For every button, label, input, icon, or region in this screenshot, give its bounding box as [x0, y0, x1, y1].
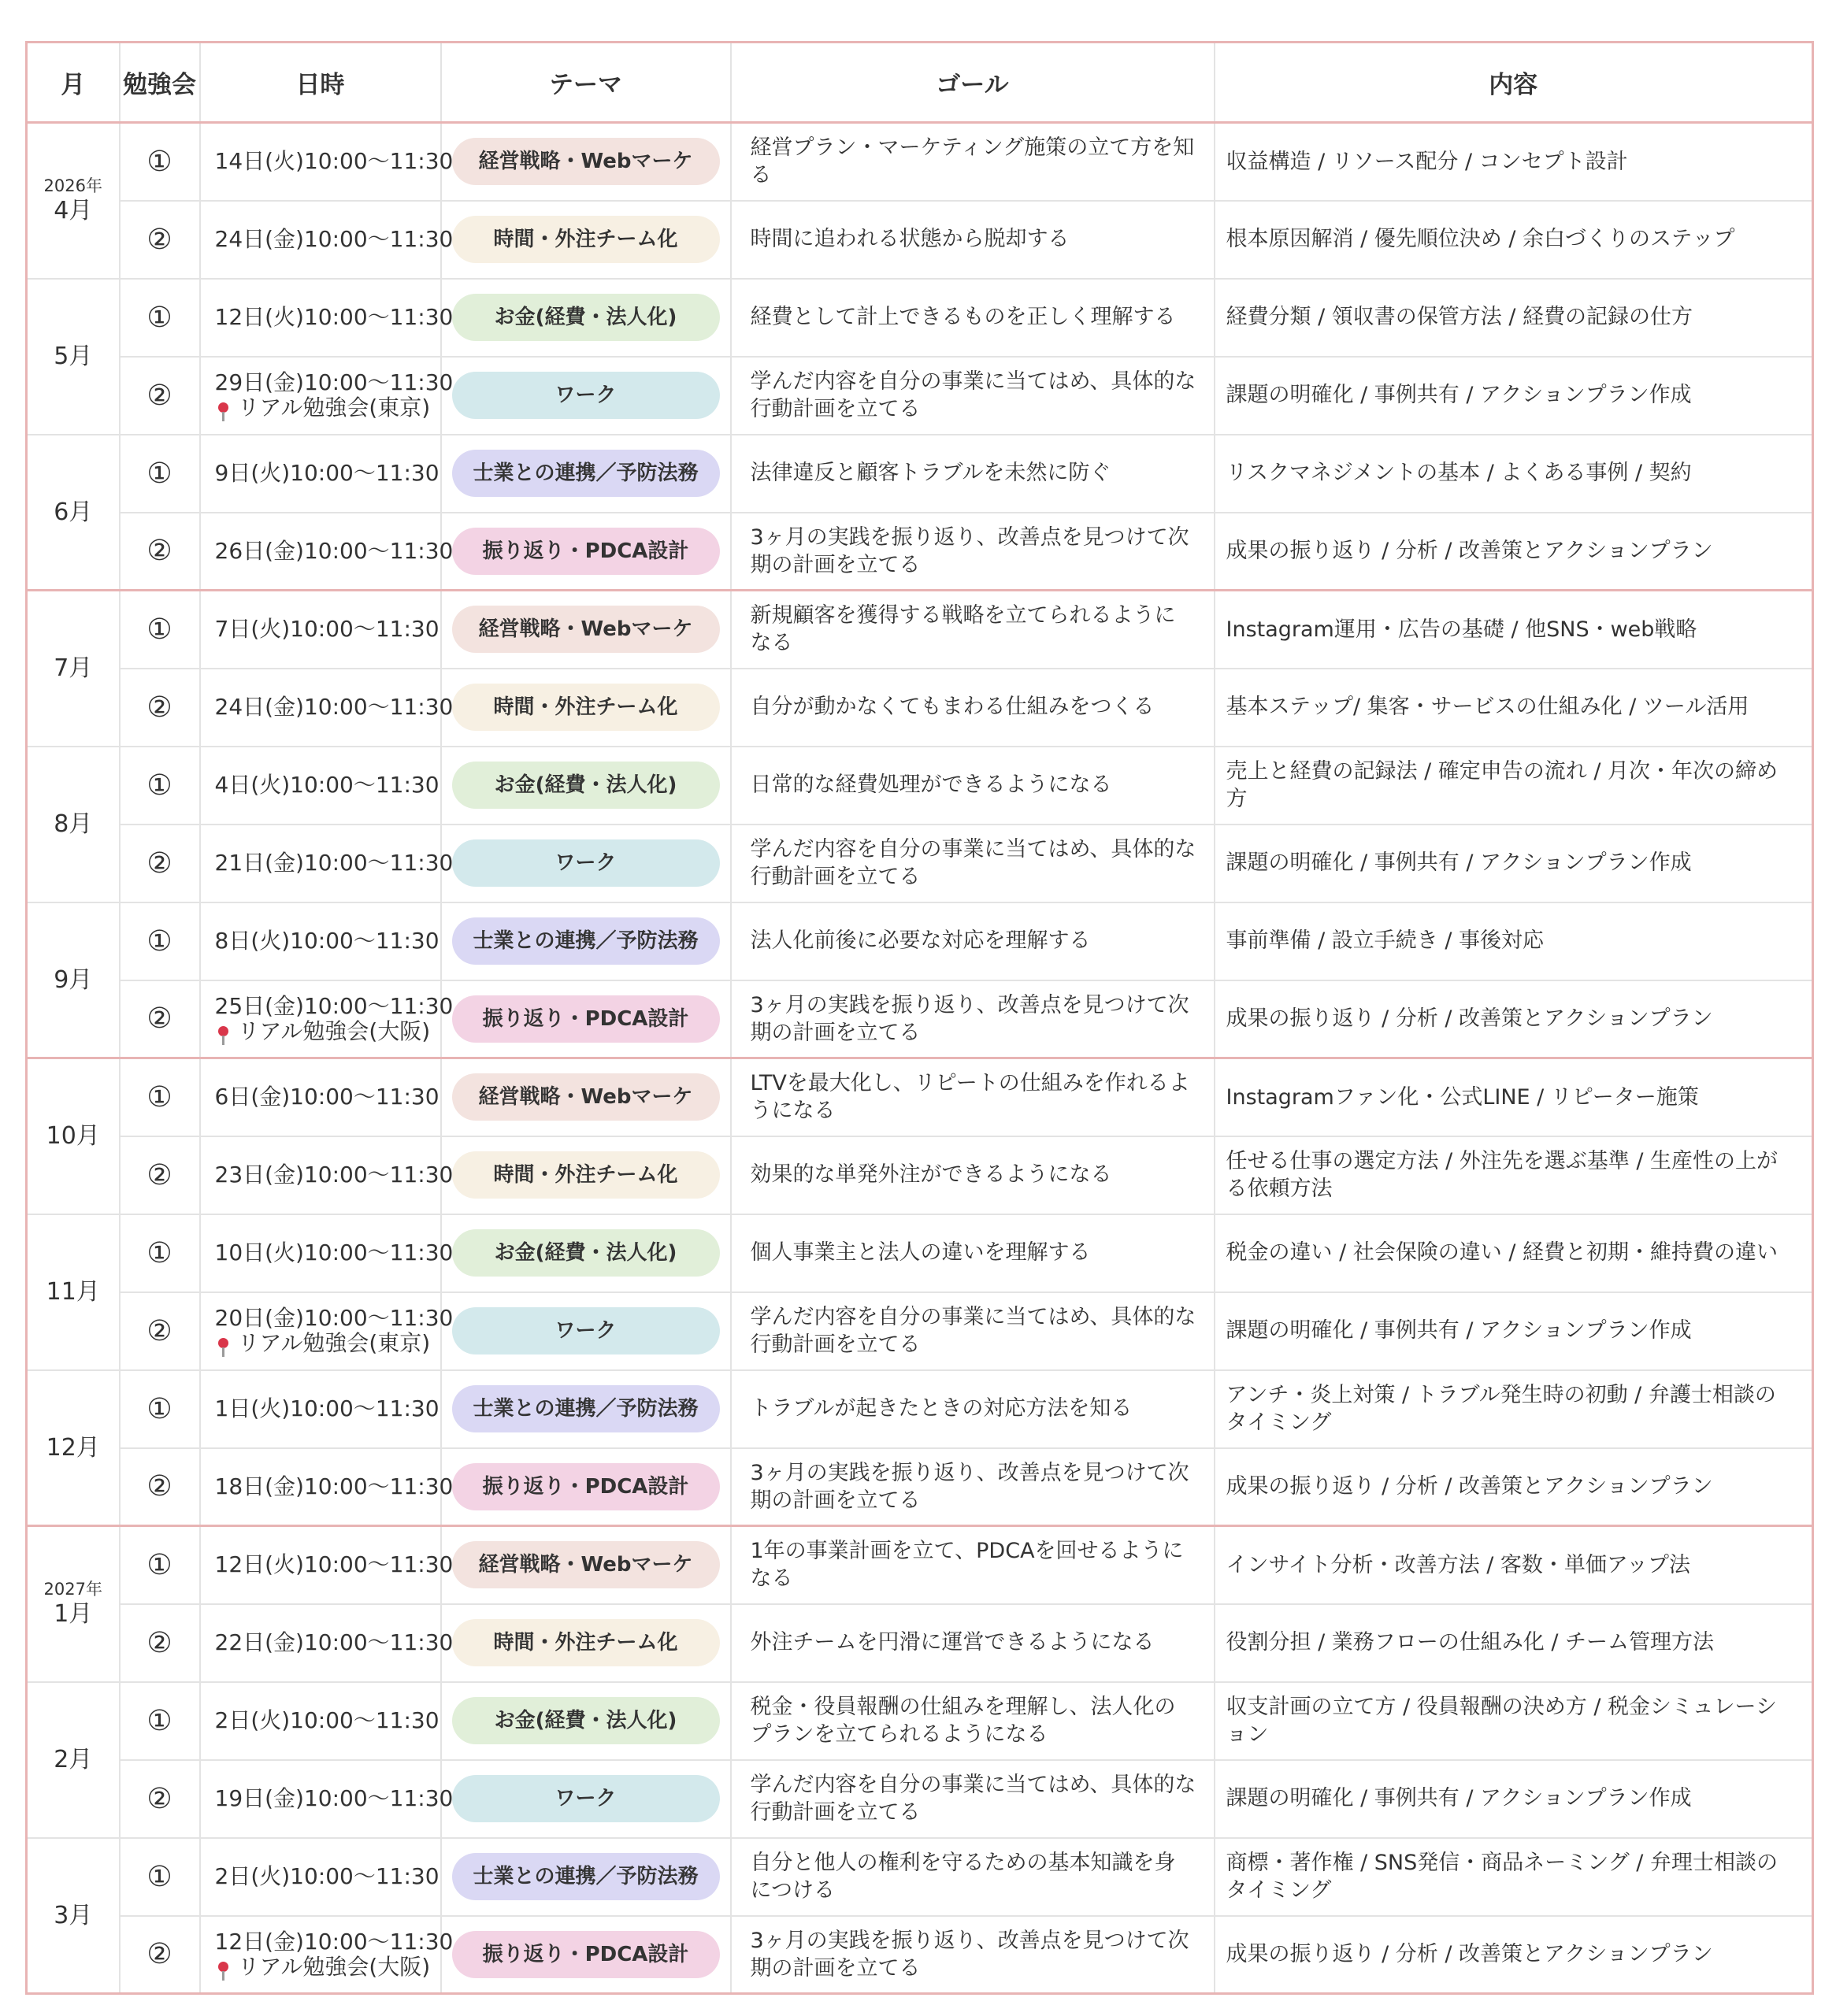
goal-cell: 日常的な経費処理ができるようになる — [731, 747, 1215, 825]
month-cell — [27, 1682, 120, 1838]
table-row — [27, 1682, 1813, 1760]
session-number: ② — [120, 1604, 200, 1682]
theme-badge: 士業との連携／予防法務 — [452, 917, 720, 965]
content-cell: 成果の振り返り / 分析 / 改善策とアクションプラン — [1215, 513, 1813, 591]
theme-cell — [441, 1370, 731, 1448]
goal-cell: 1年の事業計画を立て、PDCAを回せるようになる — [731, 1526, 1215, 1604]
session-number: ① — [120, 1838, 200, 1916]
theme-cell — [441, 513, 731, 591]
theme-badge: 経営戦略・Webマーケ — [452, 1541, 720, 1588]
goal-cell: 経費として計上できるものを正しく理解する — [731, 279, 1215, 357]
datetime-cell — [200, 201, 454, 279]
month-cell — [27, 591, 120, 747]
theme-badge: 士業との連携／予防法務 — [452, 450, 720, 497]
goal-cell: 効果的な単発外注ができるようになる — [731, 1136, 1215, 1214]
theme-badge: 振り返り・PDCA設計 — [452, 1463, 720, 1510]
theme-cell — [441, 1916, 731, 1994]
session-datetime: 4日(火)10:00〜11:30 — [214, 771, 440, 798]
session-datetime: 8日(火)10:00〜11:30 — [214, 927, 440, 954]
session-number: ① — [120, 591, 200, 669]
theme-cell — [441, 1448, 731, 1526]
goal-cell: 3ヶ月の実践を振り返り、改善点を見つけて次期の計画を立てる — [731, 1448, 1215, 1526]
session-number: ② — [120, 357, 200, 435]
session-number: ① — [120, 1058, 200, 1136]
theme-cell — [441, 1526, 731, 1604]
content-cell: 成果の振り返り / 分析 / 改善策とアクションプラン — [1215, 1448, 1813, 1526]
datetime-cell — [200, 1292, 454, 1370]
session-datetime: 24日(金)10:00〜11:30 — [214, 225, 454, 252]
table-row — [27, 357, 1813, 435]
header-datetime: 日時 — [200, 43, 441, 123]
goal-cell: 学んだ内容を自分の事業に当てはめ、具体的な行動計画を立てる — [731, 357, 1215, 435]
month-label: 10月 — [46, 1122, 100, 1150]
month-cell — [27, 279, 120, 435]
theme-badge: 士業との連携／予防法務 — [452, 1385, 720, 1432]
goal-cell: 学んだ内容を自分の事業に当てはめ、具体的な行動計画を立てる — [731, 1292, 1215, 1370]
table-row — [27, 1214, 1813, 1292]
month-cell — [27, 1526, 120, 1682]
datetime-cell — [200, 1838, 441, 1916]
header-content: 内容 — [1215, 43, 1813, 123]
theme-cell — [441, 435, 731, 513]
month-cell — [27, 1838, 120, 1994]
theme-badge: 時間・外注チーム化 — [452, 684, 720, 731]
theme-badge: 経営戦略・Webマーケ — [452, 1073, 720, 1121]
real-session-note — [215, 1019, 440, 1044]
datetime-cell — [200, 747, 441, 825]
theme-cell — [441, 1292, 731, 1370]
month-label: 9月 — [54, 965, 93, 994]
theme-badge: 経営戦略・Webマーケ — [452, 606, 720, 653]
session-number: ② — [120, 669, 200, 747]
datetime-cell — [200, 669, 454, 747]
session-number: ② — [120, 1136, 200, 1214]
map-pin-icon — [218, 402, 228, 413]
month-cell — [27, 902, 120, 1058]
theme-badge: 振り返り・PDCA設計 — [452, 1931, 720, 1978]
theme-cell — [441, 1214, 731, 1292]
real-session-note — [215, 1331, 440, 1356]
content-cell: 課題の明確化 / 事例共有 / アクションプラン作成 — [1215, 825, 1813, 902]
session-number: ② — [120, 201, 200, 279]
header-session: 勉強会 — [120, 43, 200, 123]
month-label: 3月 — [54, 1901, 93, 1929]
datetime-cell — [200, 980, 454, 1058]
session-datetime: 2日(火)10:00〜11:30 — [214, 1862, 440, 1889]
session-datetime: 9日(火)10:00〜11:30 — [214, 459, 440, 486]
goal-cell: 学んだ内容を自分の事業に当てはめ、具体的な行動計画を立てる — [731, 1760, 1215, 1838]
goal-cell: 学んだ内容を自分の事業に当てはめ、具体的な行動計画を立てる — [731, 825, 1215, 902]
theme-cell — [441, 825, 731, 902]
month-cell — [27, 123, 120, 279]
datetime-cell — [200, 1214, 454, 1292]
table-row — [27, 825, 1813, 902]
table-row — [27, 980, 1813, 1058]
session-number: ① — [120, 902, 200, 980]
session-datetime: 12日(火)10:00〜11:30 — [214, 303, 454, 330]
theme-cell — [441, 1838, 731, 1916]
datetime-cell — [200, 1526, 454, 1604]
content-cell: Instagram運用・広告の基礎 / 他SNS・web戦略 — [1215, 591, 1813, 669]
content-cell: 経費分類 / 領収書の保管方法 / 経費の記録の仕方 — [1215, 279, 1813, 357]
session-datetime: 10日(火)10:00〜11:30 — [214, 1239, 454, 1266]
session-number: ② — [120, 1916, 200, 1994]
theme-cell — [441, 1682, 731, 1760]
session-datetime: 26日(金)10:00〜11:30 — [214, 537, 454, 564]
table-row — [27, 513, 1813, 591]
theme-cell — [441, 980, 731, 1058]
datetime-cell — [200, 902, 441, 980]
table-row — [27, 1526, 1813, 1604]
month-label: 1月 — [54, 1600, 93, 1629]
real-session-note — [215, 395, 440, 421]
theme-badge: 時間・外注チーム化 — [452, 216, 720, 263]
datetime-cell — [200, 825, 454, 902]
goal-cell: 新規顧客を獲得する戦略を立てられるようになる — [731, 591, 1215, 669]
theme-cell — [441, 1760, 731, 1838]
theme-cell — [441, 1136, 731, 1214]
content-cell: 成果の振り返り / 分析 / 改善策とアクションプラン — [1215, 980, 1813, 1058]
map-pin-icon — [218, 1962, 228, 1972]
theme-cell — [441, 279, 731, 357]
header-goal: ゴール — [731, 43, 1215, 123]
session-datetime: 24日(金)10:00〜11:30 — [214, 693, 454, 720]
month-label: 12月 — [46, 1433, 100, 1462]
theme-badge: 士業との連携／予防法務 — [452, 1853, 720, 1900]
content-cell: 任せる仕事の選定方法 / 外注先を選ぶ基準 / 生産性の上がる依頼方法 — [1215, 1136, 1813, 1214]
goal-cell: LTVを最大化し、リピートの仕組みを作れるようになる — [731, 1058, 1215, 1136]
table-row — [27, 1058, 1813, 1136]
datetime-cell — [200, 513, 454, 591]
real-session-label: リアル勉強会(東京) — [237, 395, 431, 421]
datetime-cell — [200, 357, 454, 435]
theme-badge: 経営戦略・Webマーケ — [452, 138, 720, 185]
content-cell: 商標・著作権 / SNS発信・商品ネーミング / 弁理士相談のタイミング — [1215, 1838, 1813, 1916]
goal-cell: 3ヶ月の実践を振り返り、改善点を見つけて次期の計画を立てる — [731, 513, 1215, 591]
content-cell: 役割分担 / 業務フローの仕組み化 / チーム管理方法 — [1215, 1604, 1813, 1682]
header-theme: テーマ — [441, 43, 731, 123]
theme-badge: 振り返り・PDCA設計 — [452, 995, 720, 1043]
session-datetime: 23日(金)10:00〜11:30 — [214, 1161, 454, 1188]
map-pin-icon — [218, 1338, 228, 1348]
content-cell: 課題の明確化 / 事例共有 / アクションプラン作成 — [1215, 1292, 1813, 1370]
table-row — [27, 1838, 1813, 1916]
month-label: 6月 — [54, 498, 93, 526]
content-cell: 事前準備 / 設立手続き / 事後対応 — [1215, 902, 1813, 980]
session-number: ① — [120, 1682, 200, 1760]
content-cell: 売上と経費の記録法 / 確定申告の流れ / 月次・年次の締め方 — [1215, 747, 1813, 825]
table-row — [27, 1136, 1813, 1214]
datetime-cell — [200, 123, 454, 201]
month-year: 2027年 — [43, 1579, 102, 1599]
content-cell: 根本原因解消 / 優先順位決め / 余白づくりのステップ — [1215, 201, 1813, 279]
session-datetime: 14日(火)10:00〜11:30 — [214, 148, 454, 175]
theme-badge: 時間・外注チーム化 — [452, 1619, 720, 1666]
theme-cell — [441, 669, 731, 747]
content-cell: 課題の明確化 / 事例共有 / アクションプラン作成 — [1215, 357, 1813, 435]
session-number: ① — [120, 747, 200, 825]
month-cell — [27, 1214, 120, 1370]
theme-cell — [441, 591, 731, 669]
session-number: ② — [120, 1292, 200, 1370]
map-pin-icon — [218, 1026, 228, 1036]
real-session-note — [215, 1955, 440, 1980]
goal-cell: 経営プラン・マーケティング施策の立て方を知る — [731, 123, 1215, 201]
table-row — [27, 1292, 1813, 1370]
real-session-label: リアル勉強会(東京) — [237, 1330, 431, 1356]
datetime-cell — [200, 1448, 454, 1526]
theme-cell — [441, 747, 731, 825]
table-row — [27, 1370, 1813, 1448]
session-datetime: 19日(金)10:00〜11:30 — [214, 1784, 454, 1811]
theme-badge: お金(経費・法人化) — [452, 1697, 720, 1744]
goal-cell: 法人化前後に必要な対応を理解する — [731, 902, 1215, 980]
theme-cell — [441, 902, 731, 980]
table-row — [27, 1604, 1813, 1682]
table-row — [27, 669, 1813, 747]
theme-cell — [441, 1604, 731, 1682]
content-cell: 基本ステップ/ 集客・サービスの仕組み化 / ツール活用 — [1215, 669, 1813, 747]
session-number: ① — [120, 123, 200, 201]
real-session-label: リアル勉強会(大阪) — [237, 1017, 431, 1044]
session-number: ② — [120, 825, 200, 902]
theme-badge: お金(経費・法人化) — [452, 1229, 720, 1277]
goal-cell: 税金・役員報酬の仕組みを理解し、法人化のプランを立てられるようになる — [731, 1682, 1215, 1760]
content-cell: 課題の明確化 / 事例共有 / アクションプラン作成 — [1215, 1760, 1813, 1838]
content-cell: 収支計画の立て方 / 役員報酬の決め方 / 税金シミュレーション — [1215, 1682, 1813, 1760]
session-number: ② — [120, 513, 200, 591]
session-number: ① — [120, 1214, 200, 1292]
content-cell: 成果の振り返り / 分析 / 改善策とアクションプラン — [1215, 1916, 1813, 1994]
goal-cell: 3ヶ月の実践を振り返り、改善点を見つけて次期の計画を立てる — [731, 1916, 1215, 1994]
theme-badge: ワーク — [452, 1775, 720, 1822]
schedule-table — [25, 41, 1814, 1995]
table-row — [27, 1448, 1813, 1526]
session-datetime: 21日(金)10:00〜11:30 — [214, 849, 454, 876]
table-row — [27, 1916, 1813, 1994]
theme-badge: 時間・外注チーム化 — [452, 1151, 720, 1199]
session-datetime: 29日(金)10:00〜11:30 — [214, 369, 454, 395]
session-number: ① — [120, 435, 200, 513]
month-label: 2月 — [54, 1745, 93, 1773]
theme-cell — [441, 201, 731, 279]
goal-cell: 時間に追われる状態から脱却する — [731, 201, 1215, 279]
header-row — [27, 43, 1813, 123]
month-label: 5月 — [54, 342, 93, 370]
session-number: ① — [120, 1370, 200, 1448]
session-datetime: 6日(金)10:00〜11:30 — [214, 1084, 440, 1110]
datetime-cell — [200, 1760, 454, 1838]
theme-cell — [441, 123, 731, 201]
table-row — [27, 435, 1813, 513]
goal-cell: 自分が動かなくてもまわる仕組みをつくる — [731, 669, 1215, 747]
table-row — [27, 279, 1813, 357]
real-session-label: リアル勉強会(大阪) — [237, 1953, 431, 1980]
session-datetime: 7日(火)10:00〜11:30 — [214, 616, 440, 643]
session-number: ② — [120, 1448, 200, 1526]
theme-badge: ワーク — [452, 839, 720, 887]
month-cell — [27, 1058, 120, 1214]
theme-cell — [441, 357, 731, 435]
table-row — [27, 1760, 1813, 1838]
datetime-cell — [200, 1370, 441, 1448]
content-cell: インサイト分析・改善方法 / 客数・単価アップ法 — [1215, 1526, 1813, 1604]
session-datetime: 25日(金)10:00〜11:30 — [214, 992, 454, 1019]
session-datetime: 18日(金)10:00〜11:30 — [214, 1473, 454, 1499]
datetime-cell — [200, 1682, 441, 1760]
goal-cell: 個人事業主と法人の違いを理解する — [731, 1214, 1215, 1292]
theme-badge: ワーク — [452, 1307, 720, 1354]
session-number: ② — [120, 1760, 200, 1838]
month-label: 7月 — [54, 654, 93, 682]
session-datetime: 2日(火)10:00〜11:30 — [214, 1707, 440, 1733]
content-cell: 収益構造 / リソース配分 / コンセプト設計 — [1215, 123, 1813, 201]
session-datetime: 12日(金)10:00〜11:30 — [214, 1928, 454, 1955]
session-datetime: 12日(火)10:00〜11:30 — [214, 1551, 454, 1578]
table-row — [27, 201, 1813, 279]
datetime-cell — [200, 279, 454, 357]
goal-cell: 外注チームを円滑に運営できるようになる — [731, 1604, 1215, 1682]
month-label: 4月 — [54, 197, 93, 225]
content-cell: Instagramファン化・公式LINE / リピーター施策 — [1215, 1058, 1813, 1136]
theme-badge: お金(経費・法人化) — [452, 762, 720, 809]
month-cell — [27, 1370, 120, 1526]
table-row — [27, 123, 1813, 201]
datetime-cell — [200, 1136, 454, 1214]
header-month: 月 — [27, 43, 120, 123]
datetime-cell — [200, 1058, 441, 1136]
datetime-cell — [200, 1916, 454, 1994]
theme-cell — [441, 1058, 731, 1136]
session-number: ① — [120, 279, 200, 357]
month-cell — [27, 435, 120, 591]
theme-badge: 振り返り・PDCA設計 — [452, 528, 720, 575]
table-row — [27, 591, 1813, 669]
goal-cell: 自分と他人の権利を守るための基本知識を身につける — [731, 1838, 1215, 1916]
theme-badge: ワーク — [452, 372, 720, 419]
month-label: 8月 — [54, 810, 93, 838]
month-year: 2026年 — [43, 176, 102, 195]
content-cell: アンチ・炎上対策 / トラブル発生時の初動 / 弁護士相談のタイミング — [1215, 1370, 1813, 1448]
datetime-cell — [200, 1604, 454, 1682]
month-label: 11月 — [46, 1277, 100, 1306]
session-number: ① — [120, 1526, 200, 1604]
content-cell: リスクマネジメントの基本 / よくある事例 / 契約 — [1215, 435, 1813, 513]
goal-cell: 3ヶ月の実践を振り返り、改善点を見つけて次期の計画を立てる — [731, 980, 1215, 1058]
table-row — [27, 747, 1813, 825]
session-datetime: 20日(金)10:00〜11:30 — [214, 1304, 454, 1331]
content-cell: 税金の違い / 社会保険の違い / 経費と初期・維持費の違い — [1215, 1214, 1813, 1292]
goal-cell: 法律違反と顧客トラブルを未然に防ぐ — [731, 435, 1215, 513]
session-datetime: 1日(火)10:00〜11:30 — [214, 1395, 440, 1421]
session-number: ② — [120, 980, 200, 1058]
table-row — [27, 902, 1813, 980]
theme-badge: お金(経費・法人化) — [452, 294, 720, 341]
datetime-cell — [200, 591, 441, 669]
session-datetime: 22日(金)10:00〜11:30 — [214, 1629, 454, 1655]
month-cell — [27, 747, 120, 902]
datetime-cell — [200, 435, 441, 513]
goal-cell: トラブルが起きたときの対応方法を知る — [731, 1370, 1215, 1448]
